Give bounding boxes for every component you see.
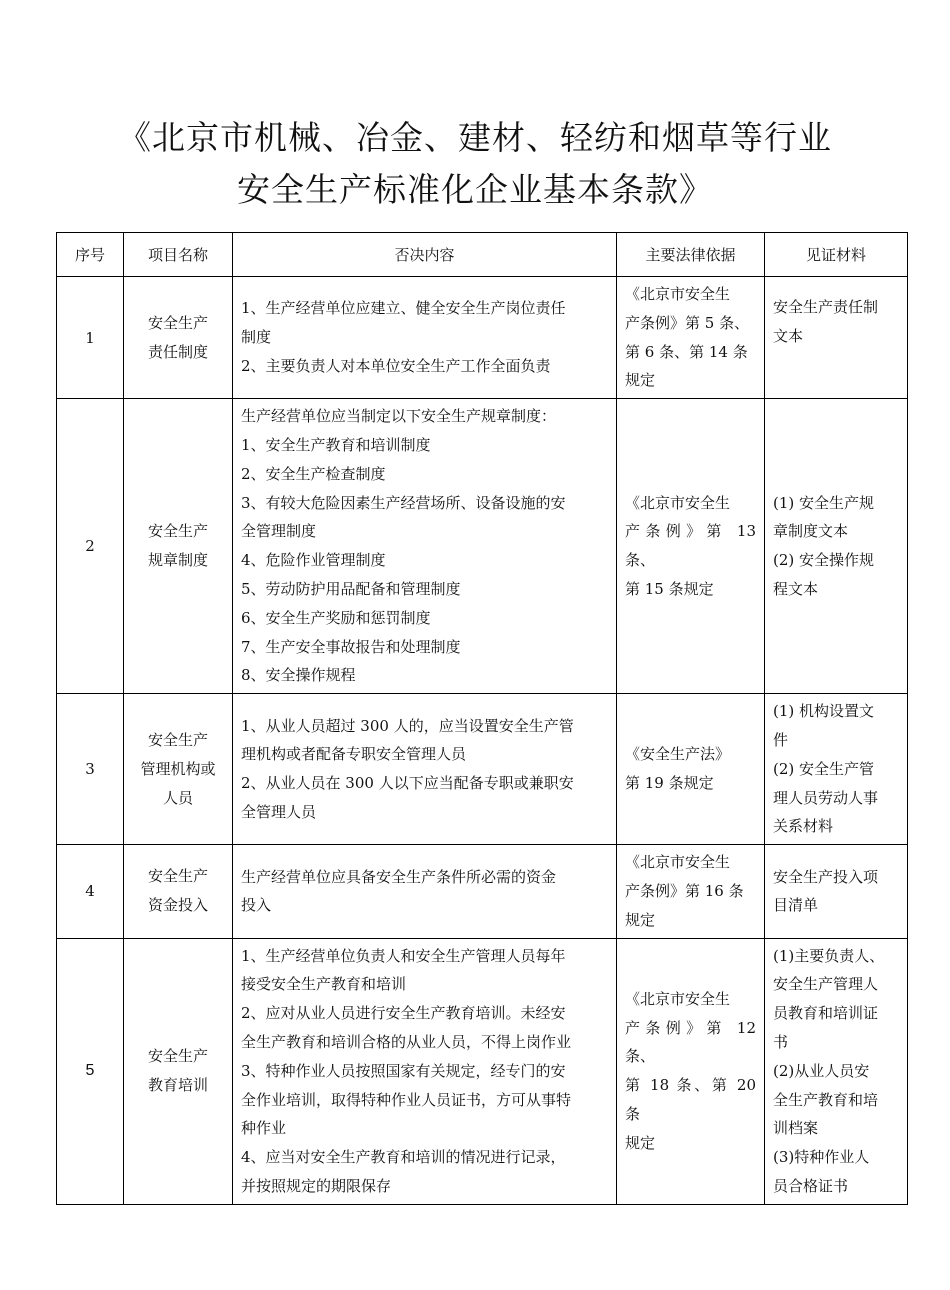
standards-table bbox=[56, 232, 908, 1205]
row-evidence: 安全生产责任制 文本 bbox=[765, 277, 908, 399]
row-veto-content: 生产经营单位应具备安全生产条件所必需的资金 投入 bbox=[233, 845, 617, 938]
row-item-name: 安全生产 责任制度 bbox=[124, 277, 233, 399]
row-legal-basis: 《安全生产法》 第 19 条规定 bbox=[617, 694, 765, 845]
row-item-name: 安全生产 教育培训 bbox=[124, 938, 233, 1204]
header-item-name: 项目名称 bbox=[124, 233, 233, 277]
row-veto-content: 1、生产经营单位应建立、健全安全生产岗位责任 制度 2、主要负责人对本单位安全生产工作全面负责 bbox=[233, 277, 617, 399]
row-item-name: 安全生产 资金投入 bbox=[124, 845, 233, 938]
table-body bbox=[57, 277, 908, 1205]
row-evidence: (1)主要负责人、 安全生产管理人 员教育和培训证 书 (2)从业人员安 全生产教育和培 训档案 (3)特种作业人 员合格证书 bbox=[765, 938, 908, 1204]
table-row bbox=[57, 938, 908, 1204]
document-title-line-2: 安全生产标准化企业基本条款》 bbox=[237, 170, 713, 209]
row-number: 1 bbox=[57, 277, 124, 399]
row-veto-content: 1、生产经营单位负责人和安全生产管理人员每年 接受安全生产教育和培训 2、应对从业人员进行安全生产教育培训。未经安 全生产教育和培训合格的从业人员，不得上岗作业 3、特种作业人员按照国家有关规定，经专门的安 全作业培训，取得特种作业人员证书，方可从事特 种作业 4、应当对安全生产教育和培训的情况进行记录， 并按照规定的期限保存 bbox=[233, 938, 617, 1204]
table-row bbox=[57, 277, 908, 399]
table-row bbox=[57, 694, 908, 845]
row-number: 3 bbox=[57, 694, 124, 845]
header-legal-basis: 主要法律依据 bbox=[617, 233, 765, 277]
row-evidence: (1) 安全生产规 章制度文本 (2) 安全操作规 程文本 bbox=[765, 399, 908, 694]
row-evidence: 安全生产投入项 目清单 bbox=[765, 845, 908, 938]
row-item-name: 安全生产 管理机构或 人员 bbox=[124, 694, 233, 845]
table-row bbox=[57, 399, 908, 694]
document-title-line-1: 《北京市机械、冶金、建材、轻纺和烟草等行业 bbox=[118, 118, 832, 157]
header-number: 序号 bbox=[57, 233, 124, 277]
row-legal-basis: 《北京市安全生 产条例》第 12 条、 第 18 条、第 20 条 规定 bbox=[617, 938, 765, 1204]
row-veto-content: 1、从业人员超过 300 人的，应当设置安全生产管 理机构或者配备专职安全管理人员 2、从业人员在 300 人以下应当配备专职或兼职安 全管理人员 bbox=[233, 694, 617, 845]
row-legal-basis: 《北京市安全生 产条例》第 13 条、 第 15 条规定 bbox=[617, 399, 765, 694]
row-legal-basis: 《北京市安全生 产条例》第 16 条 规定 bbox=[617, 845, 765, 938]
row-number: 4 bbox=[57, 845, 124, 938]
row-legal-basis: 《北京市安全生 产条例》第 5 条、 第 6 条、第 14 条 规定 bbox=[617, 277, 765, 399]
row-item-name: 安全生产 规章制度 bbox=[124, 399, 233, 694]
row-veto-content: 生产经营单位应当制定以下安全生产规章制度： 1、安全生产教育和培训制度 2、安全生产检查制度 3、有较大危险因素生产经营场所、设备设施的安 全管理制度 4、危险作业管理制度 5、劳动防护用品配备和管理制度 6、安全生产奖励和惩罚制度 7、生产安全事故报告和处理制度 8、安全操作规程 bbox=[233, 399, 617, 694]
table-header-row bbox=[57, 233, 908, 277]
row-number: 2 bbox=[57, 399, 124, 694]
row-number: 5 bbox=[57, 938, 124, 1204]
header-veto-content: 否决内容 bbox=[233, 233, 617, 277]
table-row bbox=[57, 845, 908, 938]
header-evidence: 见证材料 bbox=[765, 233, 908, 277]
row-evidence: (1) 机构设置文 件 (2) 安全生产管 理人员劳动人事 关系材料 bbox=[765, 694, 908, 845]
